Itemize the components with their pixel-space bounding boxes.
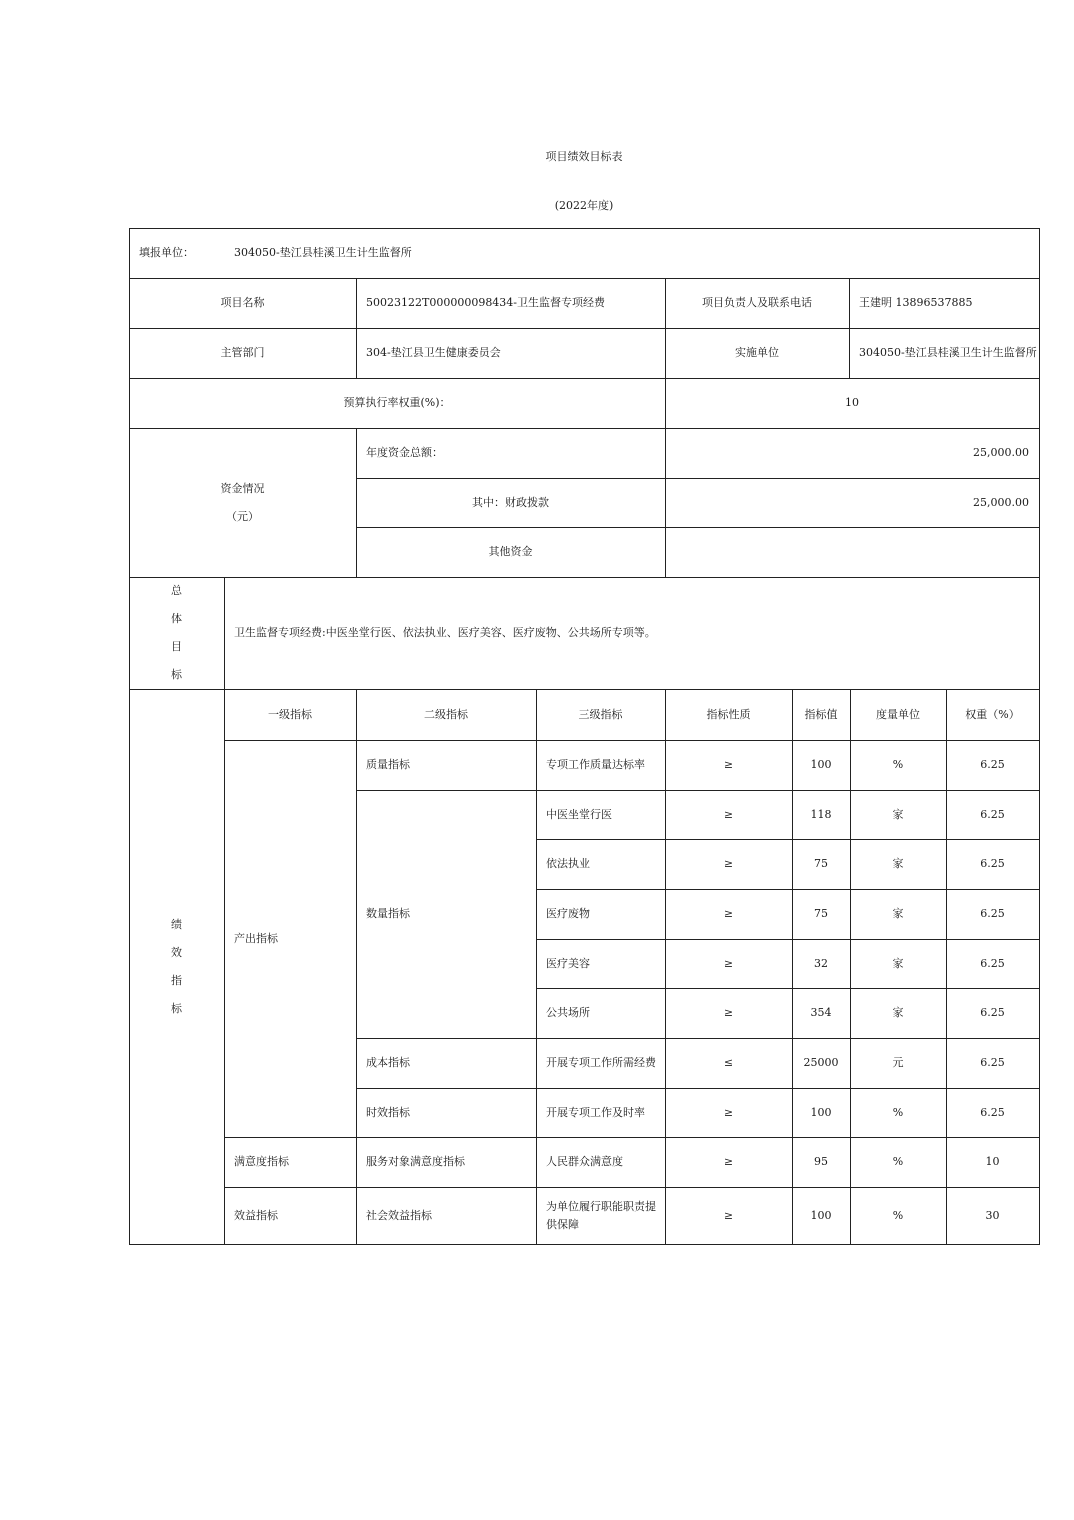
indicator-name: 医疗美容: [546, 956, 590, 970]
reporting-unit-value: 304050-垫江县桂溪卫生计生监督所: [234, 246, 412, 260]
indicator-weight: 6.25: [980, 758, 1005, 772]
indicator-name: 依法执业: [546, 857, 590, 871]
indicator-value: 25000: [803, 1056, 839, 1070]
header-level3: 三级指标: [578, 707, 623, 721]
indicator-name: 医疗废物: [546, 907, 590, 921]
budget-weight-label: 预算执行率权重(%)：: [343, 396, 451, 410]
budget-weight-value: 10: [845, 396, 859, 410]
performance-label-char: 效: [171, 945, 182, 959]
project-contact-label: 项目负责人及联系电话: [702, 296, 812, 310]
indicator-weight: 6.25: [980, 1006, 1005, 1020]
funds-label: [129, 428, 356, 577]
page-title: 项目绩效目标表: [545, 150, 623, 163]
indicator-unit: 家: [892, 907, 904, 921]
header-level1: 一级指标: [268, 707, 312, 721]
reporting-unit-label: 填报单位：: [139, 246, 194, 260]
overall-goal-label-char: 目: [171, 640, 182, 653]
indicator-weight: 6.25: [980, 907, 1005, 921]
indicator-value: 100: [810, 1208, 832, 1222]
indicator-name: 人民群众满意度: [546, 1155, 623, 1169]
annual-total-value: 25,000.00: [973, 446, 1029, 460]
indicator-value: 118: [810, 807, 832, 821]
indicator-unit: 家: [892, 956, 904, 970]
department-value: 304-垫江县卫生健康委员会: [366, 346, 501, 360]
header-weight: 权重（%）: [965, 707, 1020, 721]
indicator-unit: %: [892, 758, 904, 772]
indicator-nature: ≥: [723, 1006, 734, 1020]
header-nature: 指标性质: [706, 707, 751, 721]
indicator-weight: 6.25: [980, 857, 1005, 871]
implementing-unit-label: 实施单位: [735, 346, 779, 360]
indicator-value: 95: [814, 1155, 828, 1169]
indicator-weight: 6.25: [980, 1105, 1005, 1119]
performance-label-char: 绩: [171, 917, 182, 931]
indicator-unit: %: [892, 1105, 904, 1119]
level1-output: 产出指标: [234, 931, 278, 945]
annual-total-label: 年度资金总额：: [366, 446, 443, 460]
indicator-weight: 6.25: [980, 1056, 1005, 1070]
other-funds-value: [665, 527, 1039, 577]
level2-social-benefit: 社会效益指标: [366, 1208, 432, 1222]
indicator-nature: ≥: [723, 907, 734, 921]
indicator-value: 100: [810, 758, 832, 772]
performance-label: [129, 689, 224, 1244]
funds-unit-text: （元）: [226, 509, 259, 523]
performance-label-char: 标: [171, 1001, 182, 1015]
header-level2: 二级指标: [424, 707, 468, 721]
indicator-value: 75: [814, 907, 828, 921]
indicator-nature: ≥: [723, 857, 734, 871]
level2-timeliness: 时效指标: [366, 1105, 410, 1119]
indicator-value: 75: [814, 857, 828, 871]
level2-quantity: 数量指标: [366, 907, 410, 921]
fiscal-funds-label: 其中：财政拨款: [472, 495, 549, 509]
overall-goal-label-char: 体: [171, 612, 182, 625]
header-value: 指标值: [804, 707, 838, 721]
indicator-unit: 家: [892, 857, 904, 871]
indicator-name: 专项工作质量达标率: [546, 758, 645, 772]
indicator-nature: ≥: [723, 956, 734, 970]
project-name-label: 项目名称: [220, 296, 265, 310]
indicator-unit: 家: [892, 807, 904, 821]
indicator-name: 开展专项工作所需经费: [546, 1056, 656, 1070]
indicator-name: 公共场所: [546, 1006, 590, 1020]
indicator-value: 100: [810, 1105, 832, 1119]
indicator-weight: 10: [985, 1155, 1000, 1169]
level1-satisfaction: 满意度指标: [234, 1155, 289, 1169]
indicator-weight: 6.25: [980, 956, 1005, 970]
level2-cost: 成本指标: [366, 1056, 410, 1070]
indicator-weight: 6.25: [980, 807, 1005, 821]
fiscal-funds-value: 25,000.00: [973, 495, 1029, 509]
page-subtitle: (2022年度): [554, 199, 614, 212]
level2-quality: 质量指标: [366, 758, 410, 772]
indicator-nature: ≤: [723, 1056, 734, 1070]
project-contact-value: 王建明 13896537885: [859, 296, 973, 310]
level2-service-satisfaction: 服务对象满意度指标: [366, 1155, 465, 1169]
indicator-name: 中医坐堂行医: [546, 807, 612, 821]
indicator-nature: ≥: [723, 1105, 734, 1119]
header-unit: 度量单位: [876, 707, 920, 721]
department-label: 主管部门: [220, 346, 265, 360]
indicator-nature: ≥: [723, 1208, 734, 1222]
overall-goal-text: 卫生监督专项经费:中医坐堂行医、依法执业、医疗美容、医疗废物、公共场所专项等。: [234, 626, 656, 640]
funds-label-text: 资金情况: [220, 481, 265, 495]
indicator-unit: %: [892, 1155, 904, 1169]
indicator-value: 32: [814, 956, 828, 970]
project-name-value: 50023122T000000098434-卫生监督专项经费: [366, 296, 606, 310]
overall-goal-label-char: 标: [171, 668, 182, 681]
other-funds-label: 其他资金: [488, 545, 533, 559]
indicator-unit: 元: [892, 1056, 904, 1070]
indicator-unit: 家: [892, 1006, 904, 1020]
implementing-unit-value: 304050-垫江县桂溪卫生计生监督所: [859, 346, 1037, 360]
performance-label-char: 指: [171, 973, 182, 987]
indicator-unit: %: [892, 1208, 904, 1222]
indicator-weight: 30: [985, 1208, 1000, 1222]
overall-goal-label-char: 总: [171, 584, 182, 597]
indicator-nature: ≥: [723, 807, 734, 821]
indicator-name: 为单位履行职能职责提供保障: [546, 1199, 656, 1231]
level1-benefit: 效益指标: [234, 1208, 278, 1222]
indicator-nature: ≥: [723, 1155, 734, 1169]
overall-goal-label: [129, 577, 224, 689]
indicator-name: 开展专项工作及时率: [546, 1105, 645, 1119]
indicator-nature: ≥: [723, 758, 734, 772]
indicator-value: 354: [810, 1006, 832, 1020]
